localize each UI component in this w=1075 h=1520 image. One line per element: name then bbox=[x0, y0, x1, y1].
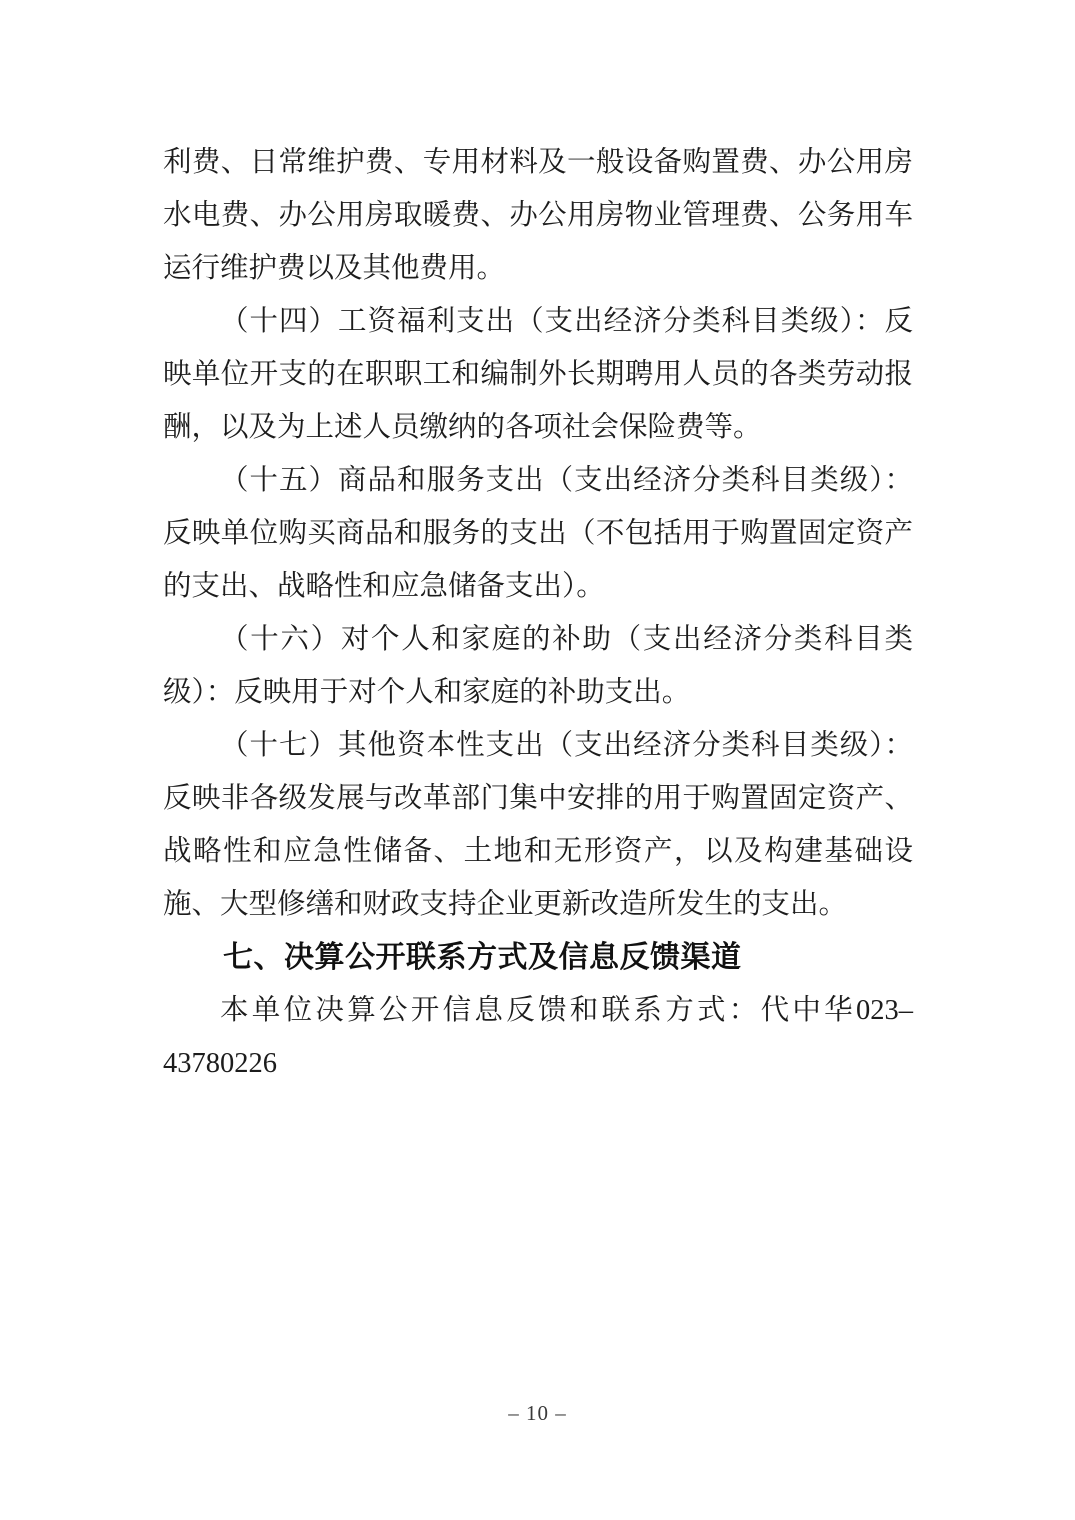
body-paragraph-item-14: （十四）工资福利支出（支出经济分类科目类级）：反映单位开支的在职职工和编制外长期聘用人员的各类劳动报酬，以及为上述人员缴纳的各项社会保险费等。 bbox=[163, 306, 913, 443]
body-paragraph-continuation: 利费、日常维护费、专用材料及一般设备购置费、办公用房水电费、办公用房取暖费、办公用房物业管理费、公务用车运行维护费以及其他费用。 bbox=[163, 147, 913, 284]
contact-phone: 023–43780226 bbox=[163, 995, 913, 1079]
body-paragraph-item-15: （十五）商品和服务支出（支出经济分类科目类级）：反映单位购买商品和服务的支出（不包括用于购置固定资产的支出、战略性和应急储备支出）。 bbox=[163, 465, 913, 602]
document-body bbox=[163, 136, 913, 1090]
body-paragraph-item-16: （十六）对个人和家庭的补助（支出经济分类科目类级）：反映用于对个人和家庭的补助支出。 bbox=[163, 624, 913, 708]
contact-paragraph bbox=[163, 984, 913, 1090]
contact-lead-text: 本单位决算公开信息反馈和联系方式：代中华 bbox=[220, 995, 856, 1026]
section-heading: 七、决算公开联系方式及信息反馈渠道 bbox=[223, 941, 742, 974]
body-paragraph-item-17: （十七）其他资本性支出（支出经济分类科目类级）：反映非各级发展与改革部门集中安排的用于购置固定资产、战略性和应急性储备、土地和无形资产，以及构建基础设施、大型修缮和财政支持企业更新改造所发生的支出。 bbox=[163, 730, 913, 920]
page-number: – 10 – bbox=[508, 1401, 567, 1425]
